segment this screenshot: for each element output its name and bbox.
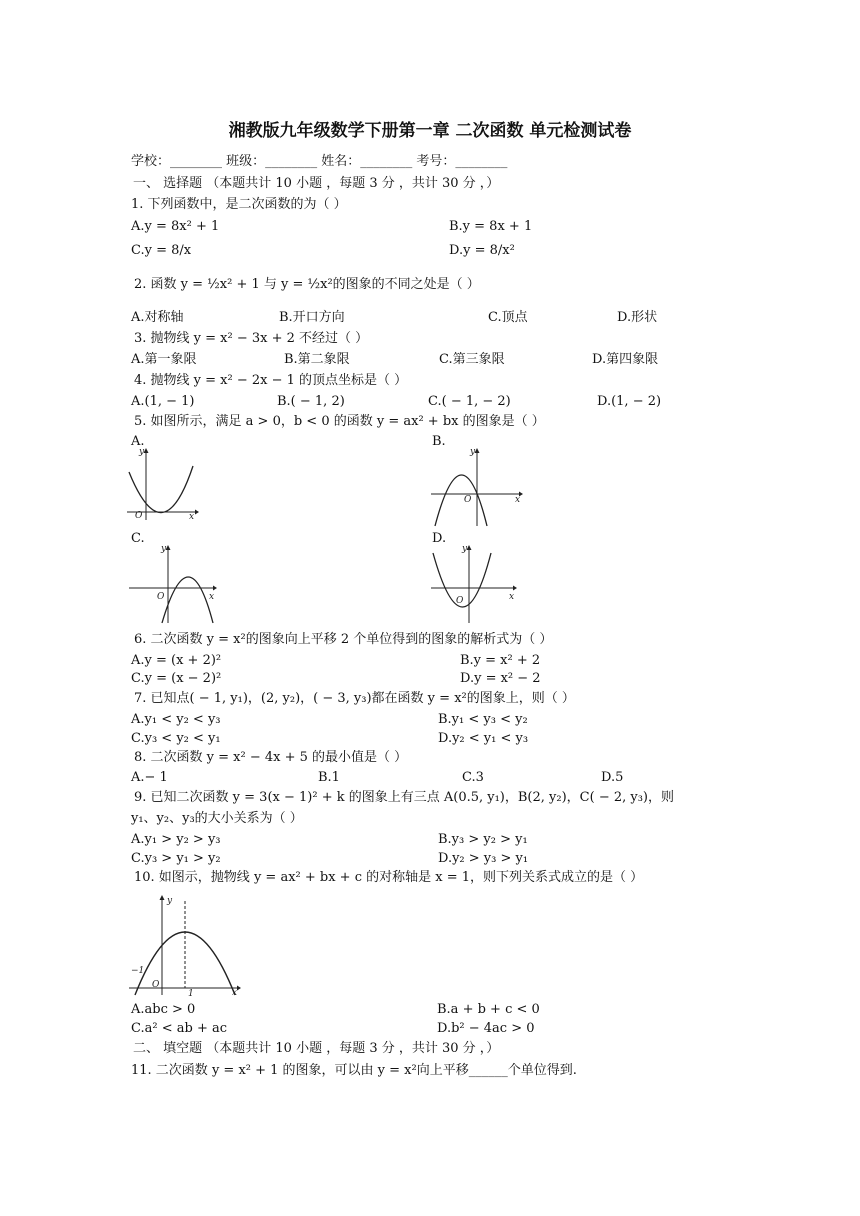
question-1-stem: 1. 下列函数中，是二次函数的为（ ） bbox=[131, 197, 347, 212]
q3-option-a: A.第一象限 bbox=[131, 352, 197, 367]
q2-option-c: C.顶点 bbox=[488, 310, 528, 325]
question-4-stem: 4. 抛物线 y = x² − 2x − 1 的顶点坐标是（ ） bbox=[134, 373, 408, 388]
origin-label: O bbox=[464, 495, 472, 505]
y-axis-label: y bbox=[161, 544, 167, 554]
q5-graph-d bbox=[429, 541, 521, 625]
q5-option-b-label: B. bbox=[432, 434, 446, 449]
q5-graph-b bbox=[427, 444, 527, 528]
page-title: 湘教版九年级数学下册第一章 二次函数 单元检测试卷 bbox=[228, 121, 632, 141]
x-axis-label: x bbox=[189, 512, 195, 522]
q1-option-b: B.y = 8x + 1 bbox=[449, 219, 533, 234]
x-axis-label: x bbox=[232, 988, 238, 997]
x-axis-label: x bbox=[515, 495, 521, 505]
y-axis-label: y bbox=[167, 896, 173, 906]
question-9-stem: 9. 已知二次函数 y = 3(x − 1)² + k 的图象上有三点 A(0.5, y₁)，B(2, y₂)，C( − 2, y₃)，则 bbox=[134, 790, 675, 805]
q10-parabola-graph bbox=[127, 891, 245, 997]
q4-option-b: B.( − 1, 2) bbox=[277, 394, 345, 409]
q3-option-c: C.第三象限 bbox=[439, 352, 505, 367]
neg-one-label: −1 bbox=[131, 966, 145, 976]
y-axis-label: y bbox=[470, 447, 476, 457]
q8-option-a: A.− 1 bbox=[131, 770, 168, 785]
q5-graph-a bbox=[125, 444, 200, 522]
q6-option-b: B.y = x² + 2 bbox=[460, 653, 541, 668]
question-3-stem: 3. 抛物线 y = x² − 3x + 2 不经过（ ） bbox=[134, 331, 369, 346]
q10-option-a: A.abc > 0 bbox=[131, 1002, 196, 1017]
q10-option-d: D.b² − 4ac > 0 bbox=[437, 1021, 535, 1036]
q5-option-c-label: C. bbox=[131, 531, 145, 546]
q1-option-c: C.y = 8/x bbox=[131, 243, 192, 258]
x-axis-label: x bbox=[209, 592, 215, 602]
q8-option-c: C.3 bbox=[462, 770, 484, 785]
q10-option-b: B.a + b + c < 0 bbox=[437, 1002, 540, 1017]
q5-option-a-label: A. bbox=[131, 434, 145, 449]
question-7-stem: 7. 已知点( − 1, y₁)，(2, y₂)，( − 3, y₃)都在函数 y = x²的图象上，则（ ） bbox=[134, 691, 575, 706]
question-11-stem: 11. 二次函数 y = x² + 1 的图象，可以由 y = x²向上平移______个单位得到. bbox=[131, 1063, 577, 1078]
origin-label: O bbox=[157, 592, 165, 602]
section-choice-heading: 一、 选择题 （本题共计 10 小题 ，每题 3 分 ，共计 30 分 ，） bbox=[133, 176, 500, 191]
x-axis-label: x bbox=[509, 592, 515, 602]
question-6-stem: 6. 二次函数 y = x²的图象向上平移 2 个单位得到的图象的解析式为（ ） bbox=[134, 632, 553, 647]
one-label: 1 bbox=[188, 989, 194, 997]
q2-option-a: A.对称轴 bbox=[131, 310, 184, 325]
y-axis-label: y bbox=[462, 544, 468, 554]
q4-option-d: D.(1, − 2) bbox=[597, 394, 662, 409]
q1-option-d: D.y = 8/x² bbox=[449, 243, 515, 258]
q4-option-a: A.(1, − 1) bbox=[131, 394, 195, 409]
q8-option-b: B.1 bbox=[318, 770, 340, 785]
q4-option-c: C.( − 1, − 2) bbox=[428, 394, 511, 409]
question-5-stem: 5. 如图所示，满足 a > 0，b < 0 的函数 y = ax² + bx 的图象是（ ） bbox=[134, 414, 545, 429]
origin-label: O bbox=[135, 511, 143, 521]
q9-option-a: A.y₁ > y₂ > y₃ bbox=[131, 832, 221, 847]
q9-option-d: D.y₂ > y₃ > y₁ bbox=[438, 851, 529, 866]
y-axis-label: y bbox=[139, 447, 145, 457]
q6-option-a: A.y = (x + 2)² bbox=[131, 653, 222, 668]
question-10-stem: 10. 如图示，抛物线 y = ax² + bx + c 的对称轴是 x = 1，则下列关系式成立的是（ ） bbox=[134, 870, 644, 885]
q3-option-d: D.第四象限 bbox=[592, 352, 659, 367]
origin-label: O bbox=[152, 980, 160, 990]
q5-option-d-label: D. bbox=[432, 531, 447, 546]
question-9-stem-continued: y₁、y₂、y₃的大小关系为（ ） bbox=[131, 811, 303, 826]
q6-option-d: D.y = x² − 2 bbox=[460, 671, 541, 686]
question-8-stem: 8. 二次函数 y = x² − 4x + 5 的最小值是（ ） bbox=[134, 750, 408, 765]
q7-option-b: B.y₁ < y₃ < y₂ bbox=[438, 712, 528, 727]
q5-graph-c bbox=[127, 541, 219, 625]
q8-option-d: D.5 bbox=[601, 770, 624, 785]
q9-option-c: C.y₃ > y₁ > y₂ bbox=[131, 851, 221, 866]
origin-label: O bbox=[456, 596, 464, 606]
q7-option-a: A.y₁ < y₂ < y₃ bbox=[131, 712, 221, 727]
q10-option-c: C.a² < ab + ac bbox=[131, 1021, 227, 1036]
question-2-stem: 2. 函数 y = ½x² + 1 与 y = ½x²的图象的不同之处是（ ） bbox=[134, 277, 480, 292]
q9-option-b: B.y₃ > y₂ > y₁ bbox=[438, 832, 528, 847]
q2-option-b: B.开口方向 bbox=[279, 310, 345, 325]
q2-option-d: D.形状 bbox=[617, 310, 658, 325]
q7-option-d: D.y₂ < y₁ < y₃ bbox=[438, 731, 529, 746]
q3-option-b: B.第二象限 bbox=[284, 352, 350, 367]
student-info-line: 学校：________ 班级：________ 姓名：________ 考号：________ bbox=[131, 154, 508, 169]
q6-option-c: C.y = (x − 2)² bbox=[131, 671, 222, 686]
section-fill-heading: 二、 填空题 （本题共计 10 小题 ，每题 3 分 ，共计 30 分 ，） bbox=[133, 1041, 500, 1056]
q7-option-c: C.y₃ < y₂ < y₁ bbox=[131, 731, 221, 746]
q1-option-a: A.y = 8x² + 1 bbox=[131, 219, 220, 234]
